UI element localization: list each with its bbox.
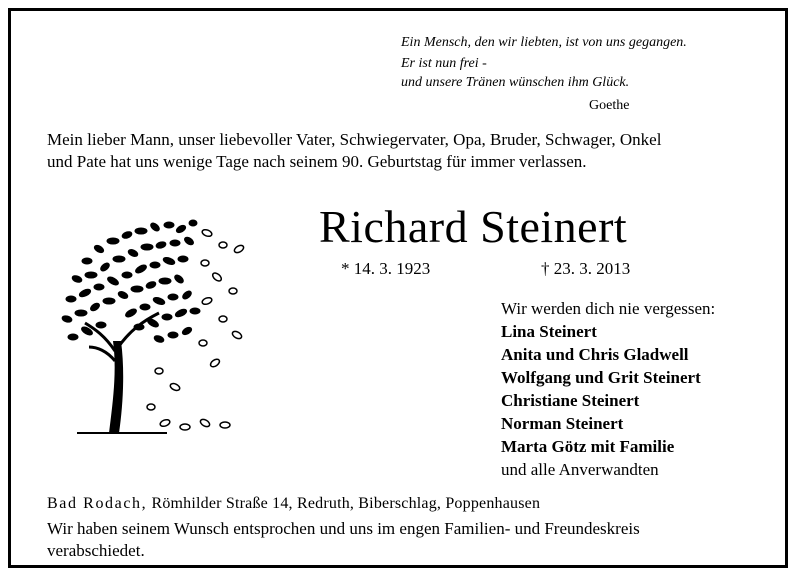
farewell-note-line-2: verabschiedet. [47, 541, 145, 560]
deceased-name: Richard Steinert [319, 201, 628, 252]
mourners-heading: Wir werden dich nie vergessen: [501, 299, 716, 318]
poem-line-1: Ein Mensch, den wir liebten, ist von uns gegangen. [401, 35, 687, 50]
mourner-name: Lina Steinert [501, 322, 597, 341]
address-rest: Römhilder Straße 14, Redruth, Biberschlag, Poppenhausen [147, 495, 541, 512]
poem-line-3: und unsere Tränen wünschen ihm Glück. [401, 75, 630, 90]
intro-text [47, 129, 787, 173]
death-date: † 23. 3. 2013 [541, 259, 631, 278]
farewell-note-line-1: Wir haben seinem Wunsch entsprochen und uns im engen Familien- und Freundeskreis [47, 519, 640, 538]
intro-line-2: und Pate hat uns wenige Tage nach seinem 90. Geburtstag für immer verlassen. [47, 152, 587, 171]
address-town: Bad Rodach, [47, 495, 148, 512]
poem-quote [401, 33, 781, 113]
poem-line-2: Er ist nun frei - [401, 56, 487, 71]
obituary-frame [8, 8, 788, 568]
mourners-closing: und alle Anverwandten [501, 460, 659, 479]
address-line [47, 495, 540, 513]
mourner-name: Marta Götz mit Familie [501, 437, 675, 456]
mourners-list [501, 297, 715, 481]
tree-with-falling-leaves-icon [47, 201, 252, 441]
mourner-name: Christiane Steinert [501, 391, 640, 410]
poem-author: Goethe [589, 98, 630, 113]
birth-date: * 14. 3. 1923 [341, 259, 431, 278]
mourner-name: Anita und Chris Gladwell [501, 345, 689, 364]
farewell-note [47, 518, 787, 562]
mourner-name: Norman Steinert [501, 414, 624, 433]
intro-line-1: Mein lieber Mann, unser liebevoller Vater, Schwiegervater, Opa, Bruder, Schwager, Onkel [47, 130, 662, 149]
mourner-name: Wolfgang und Grit Steinert [501, 368, 701, 387]
